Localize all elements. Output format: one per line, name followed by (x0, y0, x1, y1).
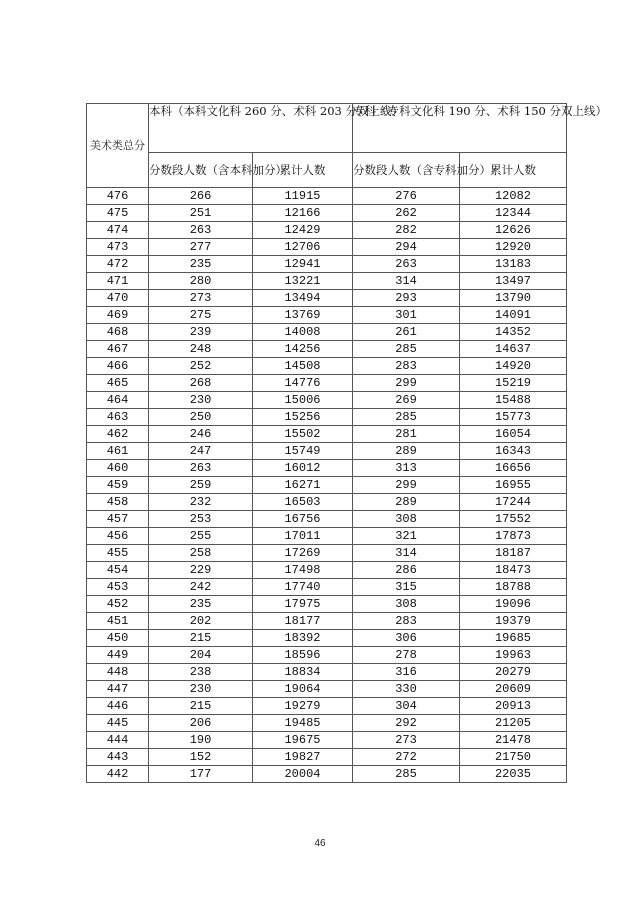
table-cell: 273 (353, 732, 460, 749)
table-cell: 268 (149, 375, 253, 392)
table-cell: 252 (149, 358, 253, 375)
table-cell: 17269 (253, 545, 353, 562)
table-row (87, 766, 567, 783)
table-cell: 447 (87, 681, 149, 698)
table-cell: 16756 (253, 511, 353, 528)
table-cell: 468 (87, 324, 149, 341)
table-cell: 13221 (253, 273, 353, 290)
table-cell: 299 (353, 375, 460, 392)
table-cell: 152 (149, 749, 253, 766)
table-cell: 20609 (460, 681, 567, 698)
table-cell: 465 (87, 375, 149, 392)
table-cell: 18596 (253, 647, 353, 664)
table-cell: 21205 (460, 715, 567, 732)
table-cell: 17498 (253, 562, 353, 579)
table-cell: 277 (149, 239, 253, 256)
table-cell: 462 (87, 426, 149, 443)
table-cell: 14508 (253, 358, 353, 375)
table-cell: 22035 (460, 766, 567, 783)
table-body (87, 188, 567, 783)
table-row (87, 613, 567, 630)
table-cell: 253 (149, 511, 253, 528)
table-cell: 454 (87, 562, 149, 579)
table-cell: 17552 (460, 511, 567, 528)
table-cell: 229 (149, 562, 253, 579)
table-cell: 315 (353, 579, 460, 596)
table-cell: 177 (149, 766, 253, 783)
table-cell: 269 (353, 392, 460, 409)
table-cell: 12344 (460, 205, 567, 222)
table-cell: 321 (353, 528, 460, 545)
table-row (87, 477, 567, 494)
table-cell: 246 (149, 426, 253, 443)
table-cell: 263 (353, 256, 460, 273)
table-row (87, 341, 567, 358)
table-cell: 239 (149, 324, 253, 341)
table-cell: 446 (87, 698, 149, 715)
table-cell: 19485 (253, 715, 353, 732)
table-cell: 304 (353, 698, 460, 715)
table-cell: 20913 (460, 698, 567, 715)
table-cell: 293 (353, 290, 460, 307)
table-cell: 19963 (460, 647, 567, 664)
table-cell: 19279 (253, 698, 353, 715)
table-cell: 17740 (253, 579, 353, 596)
table-cell: 19064 (253, 681, 353, 698)
table-cell: 17011 (253, 528, 353, 545)
table-row (87, 647, 567, 664)
table-cell: 266 (149, 188, 253, 205)
table-row (87, 494, 567, 511)
table-cell: 242 (149, 579, 253, 596)
table-cell: 16054 (460, 426, 567, 443)
table-cell: 14352 (460, 324, 567, 341)
table-cell: 15749 (253, 443, 353, 460)
table-cell: 286 (353, 562, 460, 579)
table-cell: 299 (353, 477, 460, 494)
table-cell: 18177 (253, 613, 353, 630)
table-row (87, 375, 567, 392)
table-cell: 19379 (460, 613, 567, 630)
table-row (87, 443, 567, 460)
table-cell: 283 (353, 613, 460, 630)
table-cell: 19685 (460, 630, 567, 647)
table-cell: 276 (353, 188, 460, 205)
table-header-row (87, 104, 567, 153)
table-cell: 248 (149, 341, 253, 358)
table-cell: 464 (87, 392, 149, 409)
undergrad-segment-count-header: 分数段人数（含本科加分） (149, 153, 253, 188)
junior-segment-count-header: 分数段人数（含专科加分） (353, 153, 460, 188)
table-cell: 238 (149, 664, 253, 681)
table-cell: 235 (149, 596, 253, 613)
table-row (87, 681, 567, 698)
table-cell: 21750 (460, 749, 567, 766)
table-cell: 469 (87, 307, 149, 324)
table-cell: 11915 (253, 188, 353, 205)
table-cell: 230 (149, 681, 253, 698)
table-cell: 14920 (460, 358, 567, 375)
table-cell: 272 (353, 749, 460, 766)
table-row (87, 579, 567, 596)
table-cell: 452 (87, 596, 149, 613)
table-cell: 16343 (460, 443, 567, 460)
table-cell: 20004 (253, 766, 353, 783)
score-distribution-table (86, 103, 608, 783)
table-cell: 18788 (460, 579, 567, 596)
table-cell: 215 (149, 698, 253, 715)
table-cell: 444 (87, 732, 149, 749)
table-cell: 283 (353, 358, 460, 375)
table-row (87, 239, 567, 256)
table-row (87, 528, 567, 545)
table-cell: 472 (87, 256, 149, 273)
table-row (87, 630, 567, 647)
table-cell: 450 (87, 630, 149, 647)
table-cell: 285 (353, 409, 460, 426)
table-cell: 463 (87, 409, 149, 426)
table-cell: 16955 (460, 477, 567, 494)
undergrad-group-header: 本科（本科文化科 260 分、术科 203 分双上线） (149, 104, 353, 153)
table-cell: 19096 (460, 596, 567, 613)
junior-college-group-header: 专科（专科文化科 190 分、术科 150 分双上线） (353, 104, 567, 153)
table-cell: 15502 (253, 426, 353, 443)
table-cell: 12429 (253, 222, 353, 239)
table-cell: 301 (353, 307, 460, 324)
table-cell: 16271 (253, 477, 353, 494)
table-subheader-row (87, 153, 567, 188)
table-cell: 263 (149, 222, 253, 239)
table-cell: 474 (87, 222, 149, 239)
table-cell: 473 (87, 239, 149, 256)
table-cell: 14008 (253, 324, 353, 341)
table-cell: 232 (149, 494, 253, 511)
table-cell: 278 (353, 647, 460, 664)
table-cell: 466 (87, 358, 149, 375)
table-row (87, 188, 567, 205)
table-row (87, 290, 567, 307)
table-cell: 259 (149, 477, 253, 494)
table-cell: 12920 (460, 239, 567, 256)
table-cell: 460 (87, 460, 149, 477)
table-cell: 17975 (253, 596, 353, 613)
table-cell: 15219 (460, 375, 567, 392)
table-cell: 314 (353, 273, 460, 290)
table-row (87, 273, 567, 290)
table-cell: 14776 (253, 375, 353, 392)
table-row (87, 562, 567, 579)
table-cell: 206 (149, 715, 253, 732)
table-cell: 467 (87, 341, 149, 358)
table-cell: 308 (353, 596, 460, 613)
table-cell: 275 (149, 307, 253, 324)
table-cell: 13497 (460, 273, 567, 290)
table-cell: 16012 (253, 460, 353, 477)
table-cell: 475 (87, 205, 149, 222)
table-cell: 289 (353, 494, 460, 511)
table-cell: 204 (149, 647, 253, 664)
table-cell: 330 (353, 681, 460, 698)
table-cell: 14091 (460, 307, 567, 324)
table-cell: 449 (87, 647, 149, 664)
table-row (87, 664, 567, 681)
table-cell: 442 (87, 766, 149, 783)
table-row (87, 205, 567, 222)
table-cell: 18392 (253, 630, 353, 647)
table-cell: 476 (87, 188, 149, 205)
table-cell: 250 (149, 409, 253, 426)
table-row (87, 307, 567, 324)
table-cell: 14256 (253, 341, 353, 358)
table-cell: 456 (87, 528, 149, 545)
table-cell: 13769 (253, 307, 353, 324)
table-cell: 314 (353, 545, 460, 562)
table-cell: 448 (87, 664, 149, 681)
page-number: 46 (314, 838, 326, 849)
table-row (87, 392, 567, 409)
table-row (87, 358, 567, 375)
table-cell: 313 (353, 460, 460, 477)
table-cell: 19675 (253, 732, 353, 749)
table-row (87, 698, 567, 715)
table-cell: 451 (87, 613, 149, 630)
table-cell: 190 (149, 732, 253, 749)
table-cell: 316 (353, 664, 460, 681)
table-cell: 453 (87, 579, 149, 596)
table-cell: 282 (353, 222, 460, 239)
table-cell: 458 (87, 494, 149, 511)
table-cell: 443 (87, 749, 149, 766)
table-cell: 13494 (253, 290, 353, 307)
table-cell: 12082 (460, 188, 567, 205)
table-cell: 258 (149, 545, 253, 562)
table-cell: 281 (353, 426, 460, 443)
undergrad-cumulative-header: 累计人数 (253, 153, 353, 188)
table-row (87, 222, 567, 239)
table-cell: 20279 (460, 664, 567, 681)
table-cell: 230 (149, 392, 253, 409)
table-cell: 12706 (253, 239, 353, 256)
table-cell: 16656 (460, 460, 567, 477)
table-cell: 14637 (460, 341, 567, 358)
table-cell: 16503 (253, 494, 353, 511)
table-cell: 13790 (460, 290, 567, 307)
table-cell: 12166 (253, 205, 353, 222)
table-cell: 13183 (460, 256, 567, 273)
table-cell: 21478 (460, 732, 567, 749)
table-cell: 15006 (253, 392, 353, 409)
table-cell: 202 (149, 613, 253, 630)
table-cell: 15488 (460, 392, 567, 409)
table-cell: 457 (87, 511, 149, 528)
table-row (87, 715, 567, 732)
table-cell: 18187 (460, 545, 567, 562)
table-row (87, 596, 567, 613)
table-row (87, 511, 567, 528)
junior-cumulative-header: 累计人数 (460, 153, 567, 188)
table-cell: 459 (87, 477, 149, 494)
table-cell: 263 (149, 460, 253, 477)
table-cell: 292 (353, 715, 460, 732)
table-cell: 445 (87, 715, 149, 732)
table-cell: 280 (149, 273, 253, 290)
table-cell: 17244 (460, 494, 567, 511)
table-cell: 285 (353, 341, 460, 358)
table-cell: 285 (353, 766, 460, 783)
table-cell: 18473 (460, 562, 567, 579)
table-cell: 251 (149, 205, 253, 222)
table-cell: 15256 (253, 409, 353, 426)
table-row (87, 256, 567, 273)
table-row (87, 732, 567, 749)
table-row (87, 460, 567, 477)
table-cell: 461 (87, 443, 149, 460)
table-cell: 455 (87, 545, 149, 562)
table-cell: 294 (353, 239, 460, 256)
table-row (87, 324, 567, 341)
table-row (87, 749, 567, 766)
table-cell: 273 (149, 290, 253, 307)
table-cell: 262 (353, 205, 460, 222)
table-cell: 235 (149, 256, 253, 273)
table-cell: 470 (87, 290, 149, 307)
table-cell: 308 (353, 511, 460, 528)
table-cell: 247 (149, 443, 253, 460)
table-cell: 12626 (460, 222, 567, 239)
table-cell: 471 (87, 273, 149, 290)
table-cell: 255 (149, 528, 253, 545)
table-cell: 306 (353, 630, 460, 647)
table-cell: 12941 (253, 256, 353, 273)
total-score-header: 美术类总分 (87, 104, 149, 188)
table-cell: 19827 (253, 749, 353, 766)
table-cell: 261 (353, 324, 460, 341)
table-cell: 17873 (460, 528, 567, 545)
table-row (87, 409, 567, 426)
table-row (87, 545, 567, 562)
table-cell: 289 (353, 443, 460, 460)
table-row (87, 426, 567, 443)
table-cell: 18834 (253, 664, 353, 681)
table-cell: 215 (149, 630, 253, 647)
table-cell: 15773 (460, 409, 567, 426)
